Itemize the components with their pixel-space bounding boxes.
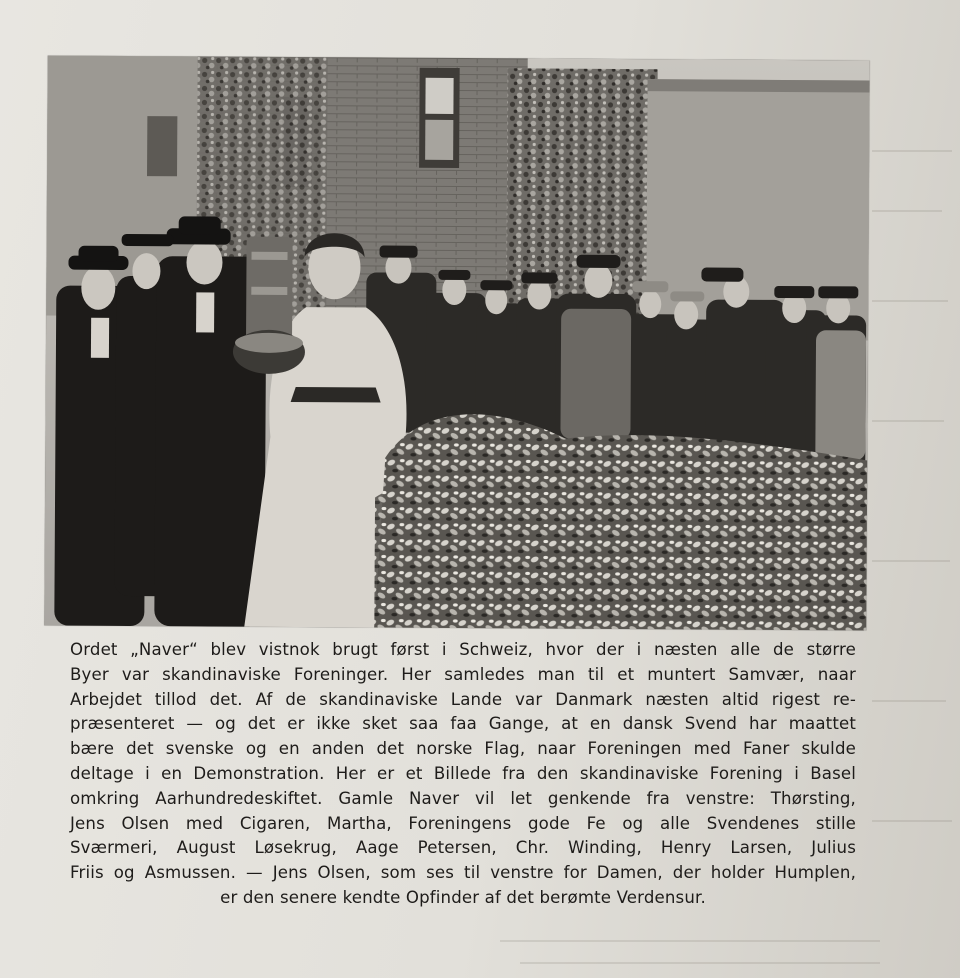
caption-line: bære det svenske og en anden det norske Flag, naar Foreningen med Faner skulde [70, 739, 856, 759]
photo-caption [70, 638, 856, 911]
caption-line: er den senere kendte Opfinder af det berømte Verdensur. [220, 887, 706, 907]
caption-line: Ordet „Naver“ blev vistnok brugt først i Schweiz, hvor der i næsten alle de større [70, 640, 856, 659]
group-photo [44, 55, 869, 630]
caption-line: omkring Aarhundredeskiftet. Gamle Naver vil let genkende fra venstre: Thørsting, [70, 788, 856, 808]
caption-line: Jens Olsen med Cigaren, Martha, Foreningens gode Fe og alle Svendenes stille [70, 813, 856, 833]
group-photo-icon [44, 55, 869, 630]
bleed-through-line [872, 210, 942, 212]
bleed-through-line [872, 300, 948, 302]
caption-line: præsenteret — og det er ikke sket saa faa Gange, at en dansk Svend har maattet [70, 714, 856, 734]
caption-line: Arbejdet tillod det. Af de skandinaviske Lande var Danmark næsten altid rigest re- [70, 689, 856, 709]
caption-line: Byer var skandinaviske Foreninger. Her samledes man til et muntert Samvær, naar [70, 664, 856, 684]
bleed-through-line [500, 940, 880, 942]
caption-line: Sværmeri, August Løsekrug, Aage Petersen, Chr. Winding, Henry Larsen, Julius [70, 838, 856, 858]
bleed-through-line [872, 420, 944, 422]
bleed-through-line [872, 700, 946, 702]
bleed-through-line [520, 962, 880, 964]
bleed-through-line [872, 560, 950, 562]
bleed-through-line [872, 820, 952, 822]
caption-line: deltage i en Demonstration. Her er et Billede fra den skandinaviske Forening i Basel [70, 763, 856, 783]
bleed-through-line [872, 150, 952, 152]
caption-line: Friis og Asmussen. — Jens Olsen, som ses til venstre for Damen, der holder Humplen, [70, 863, 856, 883]
